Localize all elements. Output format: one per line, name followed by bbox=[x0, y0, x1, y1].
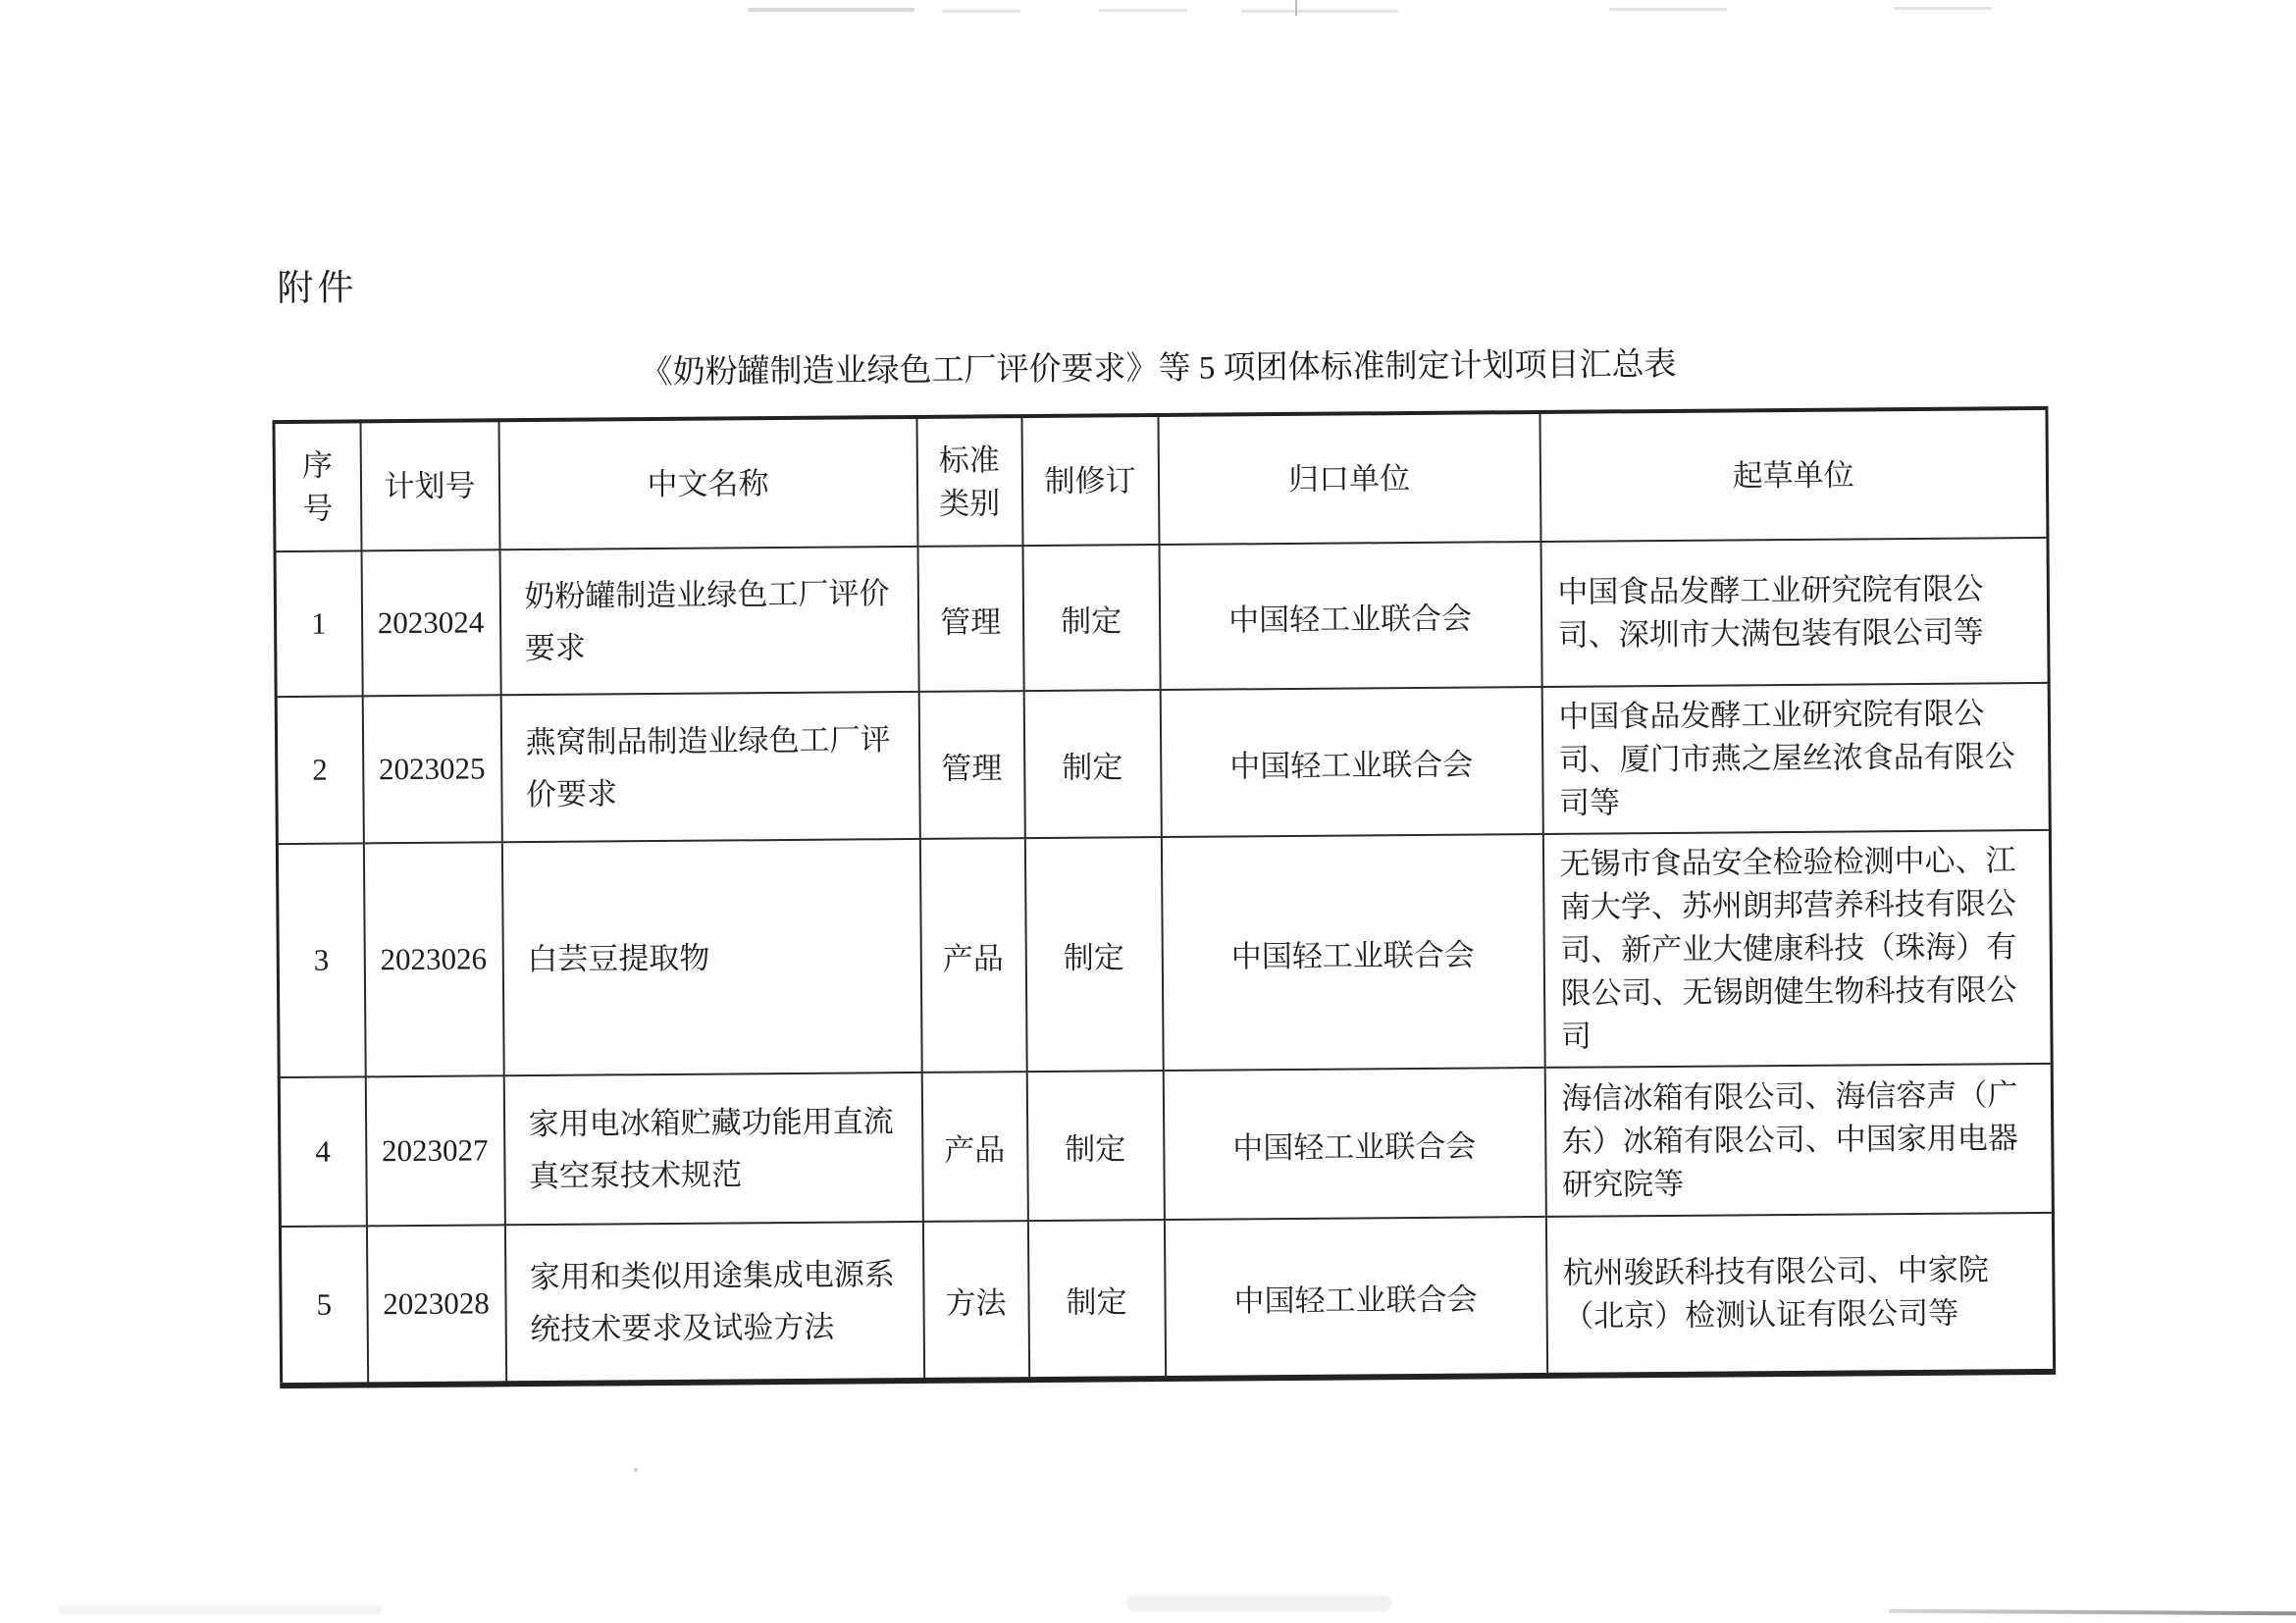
cell-centralized-unit: 中国轻工业联合会 bbox=[1159, 542, 1541, 690]
cell-seq: 3 bbox=[277, 843, 365, 1077]
header-drafting-unit: 起草单位 bbox=[1539, 408, 2048, 542]
table-row bbox=[276, 683, 2050, 844]
cell-seq: 2 bbox=[276, 696, 363, 844]
cell-seq: 1 bbox=[275, 550, 362, 697]
cell-centralized-unit: 中国轻工业联合会 bbox=[1161, 834, 1544, 1071]
cell-revision: 制定 bbox=[1022, 545, 1160, 691]
cell-drafting-unit: 杭州骏跃科技有限公司、中家院（北京）检测认证有限公司等 bbox=[1545, 1213, 2054, 1376]
cell-drafting-unit: 海信冰箱有限公司、海信容声（广东）冰箱有限公司、中国家用电器研究院等 bbox=[1544, 1064, 2053, 1217]
cell-category: 方法 bbox=[922, 1221, 1028, 1381]
cell-plan-no: 2023027 bbox=[365, 1075, 504, 1226]
cell-plan-no: 2023026 bbox=[363, 842, 503, 1076]
cell-revision: 制定 bbox=[1024, 837, 1163, 1072]
summary-table bbox=[272, 406, 2056, 1388]
cell-name: 燕窝制品制造业绿色工厂评价要求 bbox=[500, 692, 919, 842]
table-row bbox=[275, 538, 2049, 697]
cell-category: 产品 bbox=[919, 838, 1026, 1073]
cell-revision: 制定 bbox=[1027, 1220, 1165, 1380]
cell-centralized-unit: 中国轻工业联合会 bbox=[1164, 1217, 1546, 1379]
cell-name: 家用和类似用途集成电源系统技术要求及试验方法 bbox=[504, 1222, 923, 1384]
cell-category: 管理 bbox=[918, 691, 1024, 839]
cell-plan-no: 2023028 bbox=[366, 1225, 505, 1385]
cell-revision: 制定 bbox=[1026, 1071, 1164, 1221]
cell-category: 管理 bbox=[917, 546, 1023, 692]
header-name: 中文名称 bbox=[498, 417, 917, 550]
cell-centralized-unit: 中国轻工业联合会 bbox=[1160, 687, 1542, 837]
cell-drafting-unit: 中国食品发酵工业研究院有限公司、深圳市大满包装有限公司等 bbox=[1540, 538, 2049, 687]
header-seq: 序 号 bbox=[274, 421, 361, 551]
table-row bbox=[279, 1064, 2053, 1227]
cell-drafting-unit: 无锡市食品安全检验检测中心、江南大学、苏州朗邦营养科技有限公司、新产业大健康科技（珠海）有限公司、无锡朗健生物科技有限公司 bbox=[1542, 830, 2052, 1068]
cell-plan-no: 2023025 bbox=[362, 695, 501, 843]
table-row bbox=[277, 830, 2052, 1077]
cell-category: 产品 bbox=[921, 1072, 1027, 1222]
header-centralized-unit: 归口单位 bbox=[1158, 412, 1540, 545]
table-header-row bbox=[274, 408, 2048, 551]
cell-name: 家用电冰箱贮藏功能用直流真空泵技术规范 bbox=[503, 1073, 922, 1225]
attachment-label: 附件 bbox=[277, 268, 358, 310]
table-row bbox=[280, 1213, 2054, 1386]
cell-drafting-unit: 中国食品发酵工业研究院有限公司、厦门市燕之屋丝浓食品有限公司等 bbox=[1541, 683, 2050, 834]
cell-plan-no: 2023024 bbox=[361, 550, 500, 696]
document-title: 《奶粉罐制造业绿色工厂评价要求》等 5 项团体标准制定计划项目汇总表 bbox=[640, 346, 1677, 392]
header-category: 标准 类别 bbox=[916, 416, 1022, 547]
cell-name: 白芸豆提取物 bbox=[501, 839, 921, 1075]
header-plan-no: 计划号 bbox=[360, 420, 499, 550]
cell-seq: 5 bbox=[280, 1226, 367, 1386]
header-revision: 制修订 bbox=[1021, 415, 1159, 546]
cell-name: 奶粉罐制造业绿色工厂评价要求 bbox=[499, 547, 918, 695]
cell-revision: 制定 bbox=[1023, 690, 1161, 838]
cell-seq: 4 bbox=[279, 1076, 366, 1227]
cell-centralized-unit: 中国轻工业联合会 bbox=[1163, 1068, 1545, 1220]
